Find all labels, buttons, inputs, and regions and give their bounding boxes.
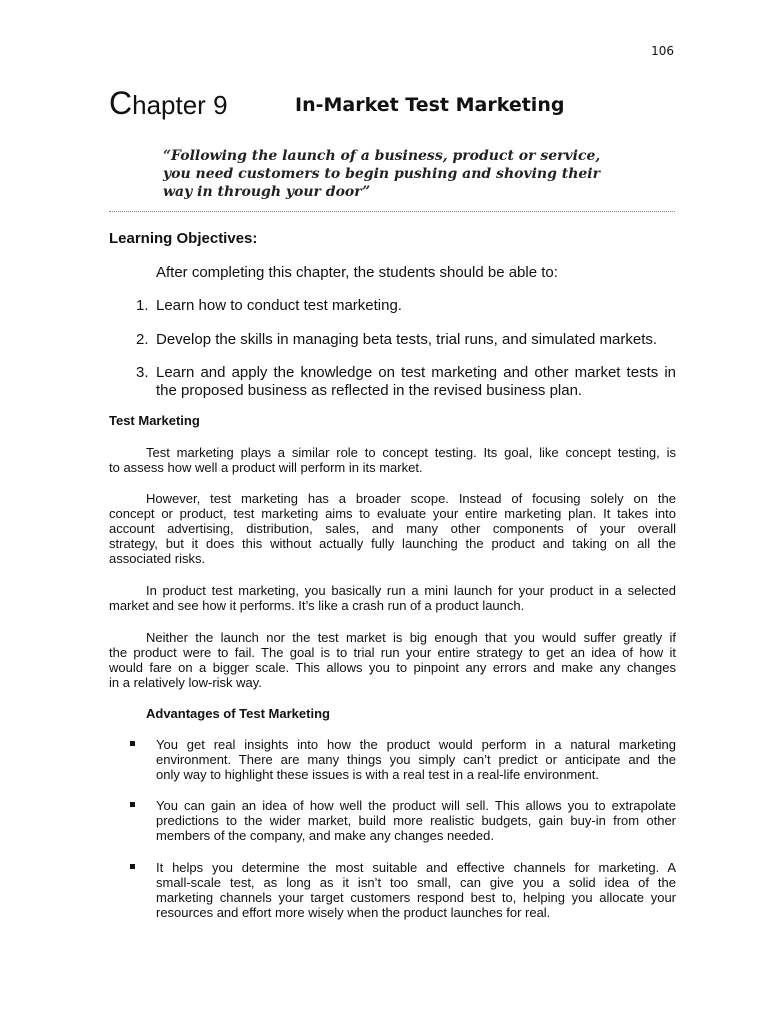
chapter-title: In-Market Test Marketing — [295, 94, 565, 116]
quote-line: way in through your door” — [163, 184, 371, 200]
paragraph — [109, 630, 676, 690]
paragraph-line: would fare on a bigger scale. This allows you to pinpoint any errors and make any changes — [109, 660, 676, 675]
chapter-quote — [163, 147, 643, 201]
paragraph-line: Test marketing plays a similar role to concept testing. Its goal, like concept testing, is — [146, 445, 676, 460]
bullet-square-icon — [130, 864, 135, 869]
paragraph-line: the product were to fail. The goal is to trial run your entire strategy to get an idea of how it — [109, 645, 676, 660]
paragraph-line: to assess how well a product will perform in its market. — [109, 460, 423, 475]
paragraph-line: strategy, but it does this without actually fully launching the product and taking on all the — [109, 536, 676, 551]
paragraph-line: associated risks. — [109, 551, 206, 566]
bullet-line: You can gain an idea of how well the product will sell. This allows you to extrapolate — [156, 798, 676, 813]
test-marketing-heading: Test Marketing — [109, 413, 200, 428]
paragraph-line: However, test marketing has a broader scope. Instead of focusing solely on the — [146, 491, 676, 506]
bullet-line: environment. There are many things you simply can’t predict or anticipate and the — [156, 752, 676, 767]
objective-number: 3. — [136, 364, 149, 381]
bullet-line: only way to highlight these issues is with a real test in a real-life environment. — [156, 767, 599, 782]
quote-line: “Following the launch of a business, product or service, — [163, 148, 601, 164]
paragraph-line: market and see how it performs. It’s like a crash run of a product launch. — [109, 598, 525, 613]
learning-objectives-heading: Learning Objectives: — [109, 230, 258, 247]
bullet-line: You get real insights into how the product would perform in a natural marketing — [156, 737, 676, 752]
bullet-line: small-scale test, as long as it isn’t too small, can give you a solid idea of the — [156, 875, 676, 890]
objective-number: 1. — [136, 297, 149, 314]
objective-text: the proposed business as reflected in the revised business plan. — [156, 382, 583, 399]
paragraph — [109, 583, 676, 613]
chapter-number: 9 — [213, 90, 228, 120]
objective-text: Develop the skills in managing beta tests, trial runs, and simulated markets. — [156, 331, 658, 348]
bullet-item — [130, 798, 676, 843]
objective-item — [136, 364, 676, 400]
objective-item — [136, 297, 676, 315]
paragraph-line: Neither the launch nor the test market is big enough that you would suffer greatly if — [146, 630, 676, 645]
paragraph-line: in a relatively low-risk way. — [109, 675, 262, 690]
bullet-square-icon — [130, 741, 135, 746]
chapter-initial: C — [109, 85, 133, 121]
objectives-intro: After completing this chapter, the students should be able to: — [156, 264, 558, 281]
quote-line: you need customers to begin pushing and shoving their — [163, 166, 601, 182]
paragraph-line: account advertising, distribution, sales, and many other components of your overall — [109, 521, 676, 536]
paragraph-line: In product test marketing, you basically run a mini launch for your product in a selected — [146, 583, 676, 598]
page-number: 106 — [651, 44, 674, 58]
objective-text: Learn how to conduct test marketing. — [156, 297, 402, 314]
objective-item — [136, 331, 676, 349]
bullet-line: marketing channels your target customers respond best to, helping you allocate your — [156, 890, 676, 905]
bullet-line: It helps you determine the most suitable and effective channels for marketing. A — [156, 860, 676, 875]
advantages-heading: Advantages of Test Marketing — [146, 706, 330, 721]
paragraph — [109, 445, 676, 475]
bullet-item — [130, 860, 676, 920]
bullet-line: members of the company, and make any changes needed. — [156, 828, 494, 843]
objective-text: Learn and apply the knowledge on test marketing and other market tests in — [156, 364, 676, 381]
paragraph-line: concept or product, test marketing aims to evaluate your entire marketing plan. It takes into — [109, 506, 676, 521]
bullet-line: predictions to the wider market, build more realistic budgets, gain buy-in from other — [156, 813, 676, 828]
chapter-word-rest: hapter — [132, 90, 206, 120]
bullet-item — [130, 737, 676, 782]
objective-number: 2. — [136, 331, 149, 348]
paragraph — [109, 491, 676, 566]
chapter-label — [109, 86, 228, 122]
dotted-divider — [109, 211, 675, 212]
bullet-square-icon — [130, 802, 135, 807]
bullet-line: resources and effort more wisely when the product launches for real. — [156, 905, 551, 920]
